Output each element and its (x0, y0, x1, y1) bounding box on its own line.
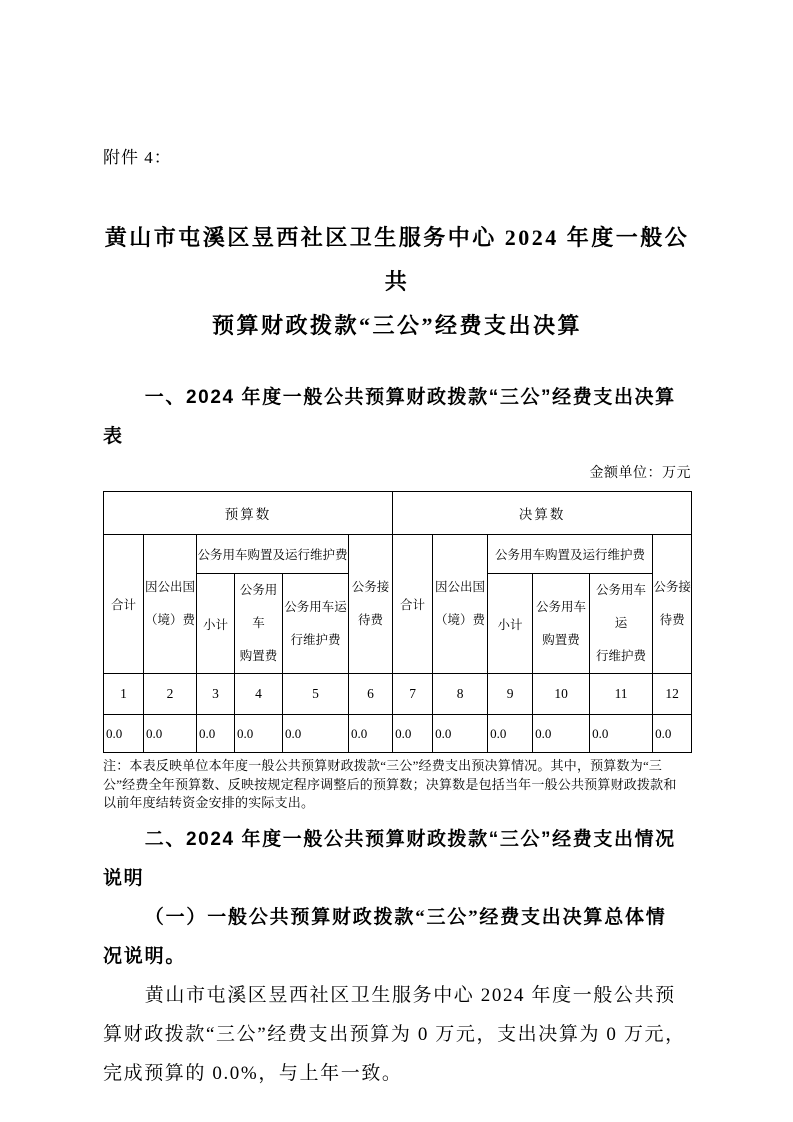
table-group-header-row (104, 492, 692, 535)
value-cell: 0.0 (433, 715, 488, 753)
three-public-expenditure-table (103, 491, 692, 753)
header-budget-total: 合计 (104, 535, 144, 674)
value-cell: 0.0 (590, 715, 653, 753)
table-note (103, 757, 691, 813)
attachment-label: 附件 4： (103, 148, 172, 167)
header-final-vehicle-group: 公务用车购置及运行维护费 (488, 535, 653, 574)
header-budget-vehicle-subtotal: 小计 (197, 574, 235, 674)
header-budget-vehicle-purchase: 公务用车 购置费 (235, 574, 283, 674)
header-budget-vehicle-group: 公务用车购置及运行维护费 (197, 535, 349, 574)
column-number-cell: 12 (653, 674, 692, 715)
section2-paragraph-line2: 算财政拨款“三公”经费支出预算为 0 万元，支出决算为 0 万元， (103, 1023, 686, 1045)
document-page (103, 0, 691, 1093)
column-number-cell: 6 (349, 674, 393, 715)
header-budget-abroad: 因公出国 （境）费 (144, 535, 197, 674)
value-cell: 0.0 (393, 715, 433, 753)
value-cell: 0.0 (653, 715, 692, 753)
value-cell: 0.0 (235, 715, 283, 753)
document-title-line2: 预算财政拨款“三公”经费支出决算 (211, 313, 582, 338)
column-number-cell: 8 (433, 674, 488, 715)
section1-heading-line2: 表 (103, 426, 124, 447)
group-header-budget: 预算数 (104, 492, 393, 535)
document-title-line1: 黄山市屯溪区昱西社区卫生服务中心 2024 年度一般公共 (104, 225, 690, 294)
column-number-cell: 10 (533, 674, 590, 715)
section2-heading (103, 820, 691, 898)
section2-subheading-line2: 况说明。 (103, 945, 187, 967)
section1-heading (103, 378, 691, 456)
table-value-row (104, 715, 692, 753)
section2-subheading (103, 898, 691, 976)
amount-unit-note: 金额单位：万元 (589, 466, 691, 481)
column-number-cell: 3 (197, 674, 235, 715)
value-cell: 0.0 (533, 715, 590, 753)
column-number-cell: 7 (393, 674, 433, 715)
document-title (103, 216, 691, 348)
header-budget-vehicle-maintenance: 公务用车运 行维护费 (283, 574, 349, 674)
section2-paragraph-line3: 完成预算的 0.0%，与上年一致。 (103, 1062, 403, 1084)
column-number-cell: 1 (104, 674, 144, 715)
section2-subheading-line1: （一）一般公共预算财政拨款“三公”经费支出决算总体情 (144, 906, 667, 928)
header-final-vehicle-purchase: 公务用车 购置费 (533, 574, 590, 674)
section2-paragraph-line1: 黄山市屯溪区昱西社区卫生服务中心 2024 年度一般公共预 (144, 984, 676, 1006)
column-number-cell: 9 (488, 674, 533, 715)
column-number-cell: 2 (144, 674, 197, 715)
section2-heading-line2: 说明 (103, 867, 145, 889)
section2-paragraph (103, 976, 691, 1093)
header-final-reception: 公务接 待费 (653, 535, 692, 674)
header-final-abroad: 因公出国 （境）费 (433, 535, 488, 674)
column-number-cell: 4 (235, 674, 283, 715)
header-final-vehicle-maintenance: 公务用车运 行维护费 (590, 574, 653, 674)
table-note-line2: 公”经费全年预算数、反映按规定程序调整后的预算数；决算数是包括当年一般公共预算财政拨款和 (103, 776, 677, 792)
value-cell: 0.0 (144, 715, 197, 753)
value-cell: 0.0 (104, 715, 144, 753)
table-column-number-row (104, 674, 692, 715)
table-note-line1: 注：本表反映单位本年度一般公共预算财政拨款“三公”经费支出预决算情况。其中，预算数为“三 (103, 758, 663, 773)
header-final-total: 合计 (393, 535, 433, 674)
section1-heading-line1: 一、2024 年度一般公共预算财政拨款“三公”经费支出决算 (144, 387, 676, 408)
value-cell: 0.0 (283, 715, 349, 753)
group-header-final: 决算数 (393, 492, 692, 535)
table-note-line3: 以前年度结转资金安排的实际支出。 (103, 795, 315, 810)
header-final-vehicle-subtotal: 小计 (488, 574, 533, 674)
header-budget-reception: 公务接 待费 (349, 535, 393, 674)
table-header-row-upper (104, 535, 692, 574)
column-number-cell: 11 (590, 674, 653, 715)
value-cell: 0.0 (488, 715, 533, 753)
section2-heading-line1: 二、2024 年度一般公共预算财政拨款“三公”经费支出情况 (144, 828, 676, 850)
value-cell: 0.0 (197, 715, 235, 753)
value-cell: 0.0 (349, 715, 393, 753)
column-number-cell: 5 (283, 674, 349, 715)
